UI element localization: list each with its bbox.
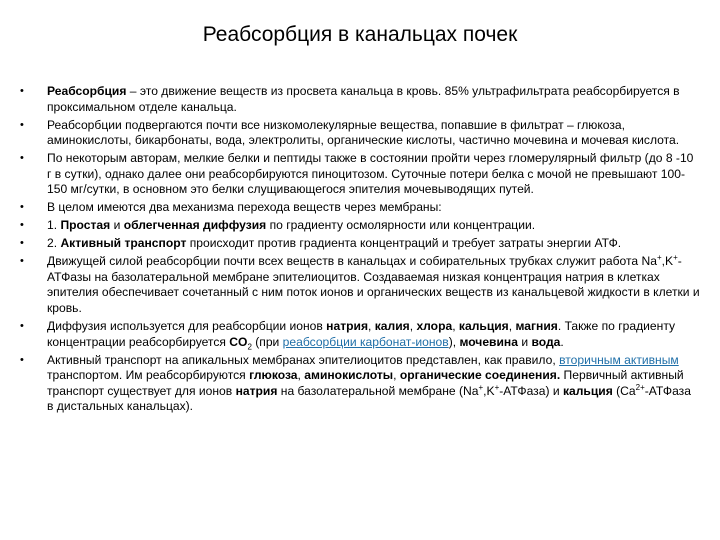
bullet-icon: •: [20, 255, 24, 268]
item-text: Реабсорбции подвергаются почти все низкомолекулярные вещества, попавшие в фильтрат – глюкоза, аминокислоты, бикарбонаты, вода, электролиты, органические кислоты, частично мочевина и мочевая кислота.: [47, 117, 680, 148]
item-text: ,: [368, 319, 375, 334]
superscript: +: [478, 382, 484, 392]
item-text: Активный транспорт на апикальных мембранах эпителиоцитов представлен, как правило,: [47, 352, 560, 367]
term-chlorine: хлора: [416, 319, 453, 334]
item-text: 2.: [47, 236, 61, 251]
list-item: [20, 236, 700, 252]
item-text: ,K: [661, 254, 674, 269]
bullet-icon: •: [20, 237, 24, 250]
item-text: .: [560, 334, 564, 349]
item-text: -АТФаза) и: [499, 383, 563, 398]
list-item: [20, 254, 700, 316]
item-text: ,K: [483, 383, 495, 398]
item-text: ),: [448, 334, 460, 349]
item-text: . Также по градиенту концентрации реабсорбируется: [47, 319, 676, 349]
item-text: По некоторым авторам, мелкие белки и пептиды также в состоянии пройти через гломерулярный фильтр (до 8 -10 г в сутки), однако далее они реабсорбируются пиноцитозом. Суточные потери белка с мочой не превышают 100-150 мг/сутки, в основном это белки слущивающегося эпителия мочевыводящих путей.: [47, 151, 694, 197]
subscript: 2: [247, 342, 252, 352]
item-text: -АТФаза в дистальных канальцах).: [47, 383, 691, 414]
item-text: Первичный активный транспорт существует для ионов: [47, 368, 684, 398]
item-text: по градиенту осмолярности или концентрации.: [266, 218, 536, 233]
term-urea: мочевина: [459, 334, 518, 349]
superscript: +: [656, 253, 662, 263]
term-calcium: кальция: [562, 383, 613, 398]
term-potassium: калия: [374, 319, 410, 334]
term-sodium: натрия: [326, 319, 369, 334]
term-facilitated-diffusion: облегченная диффузия: [123, 218, 267, 233]
term-active-transport: Активный транспорт: [60, 236, 187, 251]
link-secondary-active[interactable]: вторичным активным: [559, 352, 679, 367]
item-text: и: [517, 334, 532, 349]
item-text: – это движение веществ из просвета канальца в кровь. 85% ультрафильтрата реабсорбируется в проксимальном отделе канальца.: [47, 84, 680, 114]
item-text: Диффузия используется для реабсорбции ионов: [47, 319, 327, 334]
bullet-icon: •: [20, 85, 24, 97]
bullet-icon: •: [20, 219, 24, 232]
term-reabsorption: Реабсорбция: [47, 84, 127, 98]
item-text: ,: [452, 319, 459, 334]
list-item: [20, 151, 700, 198]
term-calcium: кальция: [458, 319, 509, 334]
term-sodium: натрия: [235, 383, 278, 398]
item-text: ,: [393, 368, 400, 383]
item-text: ,: [297, 368, 305, 383]
list-item: [20, 353, 700, 415]
list-item: [20, 84, 700, 115]
item-text: 1.: [47, 218, 61, 233]
term-co2: CO: [229, 334, 248, 349]
item-text: на базолатеральной мембране (Na: [277, 383, 479, 398]
bullet-icon: •: [20, 152, 24, 165]
term-magnesium: магния: [515, 319, 558, 334]
term-simple: Простая: [60, 218, 111, 233]
term-water: вода: [531, 334, 561, 349]
term-amino-acids: аминокислоты: [304, 368, 394, 383]
item-text: и: [110, 218, 124, 233]
bullet-icon: •: [20, 353, 24, 366]
bullet-list: [20, 84, 700, 417]
superscript: 2+: [635, 382, 645, 392]
item-text: происходит против градиента концентраций и требует затраты энергии АТФ.: [186, 236, 622, 251]
list-item: [20, 319, 700, 350]
bullet-icon: •: [20, 201, 24, 214]
item-text: (Ca: [612, 383, 636, 398]
bullet-icon: •: [20, 118, 24, 131]
item-text: Движущей силой реабсорбции почти всех веществ в канальцах и собирательных трубках служит работа Na: [47, 254, 657, 269]
list-item: [20, 218, 700, 234]
list-item: [20, 200, 700, 216]
item-text: ,: [409, 319, 417, 334]
link-carbonate-reabsorption[interactable]: реабсорбции карбонат-ионов: [282, 334, 449, 349]
item-text: транспортом. Им реабсорбируются: [47, 368, 250, 383]
list-item: [20, 118, 700, 149]
term-organic-compounds: органические соединения.: [399, 368, 561, 383]
superscript: +: [494, 382, 500, 392]
item-text: ,: [508, 319, 516, 334]
item-text: (при: [251, 334, 283, 349]
term-glucose: глюкоза: [249, 368, 298, 383]
item-text: В целом имеются два механизма перехода веществ через мембраны:: [47, 200, 442, 215]
item-text: -АТФазы на базолатеральной мембране эпителиоцитов. Создаваемая низкая концентрация натрия в клетках эпителия обеспечивает сочетанный с ним поток ионов и органических веществ из канальцевой жидкости в клетки и кровь.: [47, 254, 700, 316]
superscript: +: [673, 253, 678, 263]
slide-title: Реабсорбция в канальцах почек: [202, 23, 518, 46]
bullet-icon: •: [20, 320, 24, 333]
